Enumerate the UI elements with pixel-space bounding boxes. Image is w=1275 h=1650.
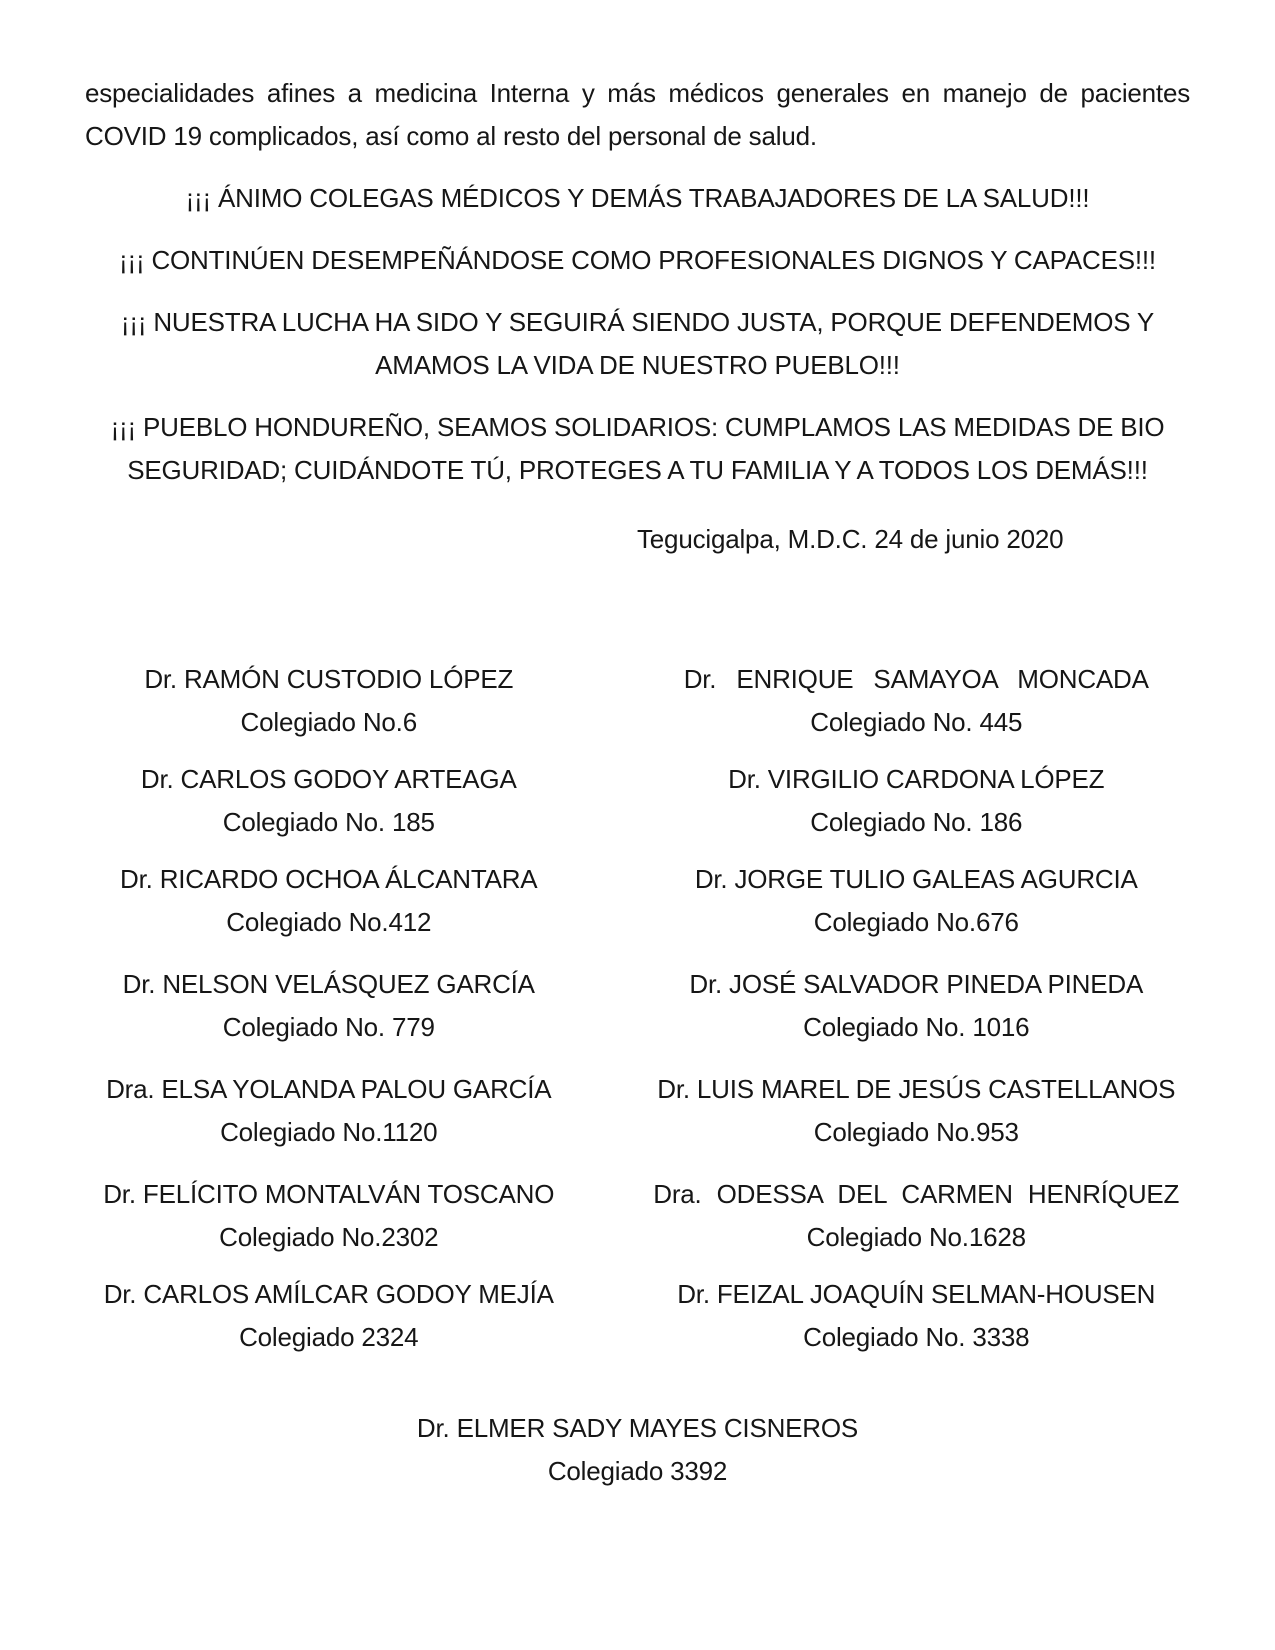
signatory-name: Dr. FELÍCITO MONTALVÁN TOSCANO <box>103 1179 555 1209</box>
signatories-columns <box>60 658 1215 1373</box>
intro-paragraph <box>85 72 1190 158</box>
slogan-pueblo <box>85 406 1190 492</box>
slogan-continuen <box>85 239 1190 282</box>
signatory-entry <box>648 658 1186 744</box>
signatory-colegiado: Colegiado No.1628 <box>806 1222 1026 1252</box>
slogan-line: ¡¡¡ CONTINÚEN DESEMPEÑÁNDOSE COMO PROFESIONALES DIGNOS Y CAPACES!!! <box>119 245 1156 275</box>
signatory-colegiado: Colegiado No. 445 <box>810 707 1023 737</box>
signatory-name: Dr. JORGE TULIO GALEAS AGURCIA <box>694 864 1138 894</box>
signatory-name: Dr. ELMER SADY MAYES CISNEROS <box>416 1413 859 1443</box>
signatory-colegiado: Colegiado 3392 <box>547 1456 728 1486</box>
slogan-line: ¡¡¡ PUEBLO HONDUREÑO, SEAMOS SOLIDARIOS: CUMPLAMOS LAS MEDIDAS DE BIO <box>110 412 1165 442</box>
signatory-entry <box>60 1273 598 1359</box>
signatory-colegiado: Colegiado 2324 <box>239 1322 419 1352</box>
signatory-entry <box>60 963 598 1049</box>
signatory-entry-final <box>85 1407 1190 1493</box>
signatory-name: Dr. ENRIQUE SAMAYOA MONCADA <box>683 664 1149 694</box>
signatory-name: Dr. CARLOS AMÍLCAR GODOY MEJÍA <box>103 1279 554 1309</box>
signatory-entry <box>648 1068 1186 1154</box>
slogan-line: SEGURIDAD; CUIDÁNDOTE TÚ, PROTEGES A TU FAMILIA Y A TODOS LOS DEMÁS!!! <box>127 455 1148 485</box>
signatory-name: Dr. JOSÉ SALVADOR PINEDA PINEDA <box>689 969 1144 999</box>
signatory-colegiado: Colegiado No. 779 <box>222 1012 435 1042</box>
signatory-colegiado: Colegiado No.953 <box>813 1117 1019 1147</box>
signatory-colegiado: Colegiado No.6 <box>240 707 417 737</box>
slogan-line: AMAMOS LA VIDA DE NUESTRO PUEBLO!!! <box>375 350 900 380</box>
signatory-name: Dra. ELSA YOLANDA PALOU GARCÍA <box>106 1074 552 1104</box>
signatory-colegiado: Colegiado No.412 <box>226 907 432 937</box>
signatory-name: Dra. ODESSA DEL CARMEN HENRÍQUEZ <box>653 1179 1180 1209</box>
signatory-name: Dr. VIRGILIO CARDONA LÓPEZ <box>728 764 1105 794</box>
signatory-name: Dr. LUIS MAREL DE JESÚS CASTELLANOS <box>657 1074 1176 1104</box>
signatory-colegiado: Colegiado No. 1016 <box>803 1012 1030 1042</box>
slogan-lucha <box>85 301 1190 387</box>
signatory-colegiado: Colegiado No.676 <box>813 907 1019 937</box>
signatory-entry <box>648 963 1186 1049</box>
signatory-name: Dr. CARLOS GODOY ARTEAGA <box>140 764 517 794</box>
intro-line: especialidades afines a medicina Interna y más médicos generales en manejo de pacientes <box>85 78 1190 108</box>
signatory-colegiado: Colegiado No.2302 <box>219 1222 439 1252</box>
dateline: Tegucigalpa, M.D.C. 24 de junio 2020 <box>637 524 1064 554</box>
signatory-entry <box>648 858 1186 944</box>
slogan-animo <box>85 177 1190 220</box>
intro-line: COVID 19 complicados, así como al resto del personal de salud. <box>85 121 817 151</box>
signatory-name: Dr. RICARDO OCHOA ÁLCANTARA <box>120 864 538 894</box>
signatory-entry <box>648 1273 1186 1359</box>
signatory-colegiado: Colegiado No.1120 <box>220 1117 438 1147</box>
signatory-name: Dr. NELSON VELÁSQUEZ GARCÍA <box>122 969 535 999</box>
signatory-colegiado: Colegiado No. 3338 <box>803 1322 1030 1352</box>
signatory-entry <box>60 858 598 944</box>
signatory-colegiado: Colegiado No. 186 <box>810 807 1023 837</box>
signatory-entry <box>648 758 1186 844</box>
signatory-entry <box>60 658 598 744</box>
signatories-column-left <box>60 658 638 1373</box>
signatory-entry <box>60 758 598 844</box>
signatories-column-right <box>638 658 1216 1373</box>
signatory-entry <box>60 1173 598 1259</box>
signatory-name: Dr. FEIZAL JOAQUÍN SELMAN-HOUSEN <box>677 1279 1156 1309</box>
slogan-line: ¡¡¡ NUESTRA LUCHA HA SIDO Y SEGUIRÁ SIENDO JUSTA, PORQUE DEFENDEMOS Y <box>120 307 1155 337</box>
signatory-colegiado: Colegiado No. 185 <box>222 807 435 837</box>
slogan-line: ¡¡¡ ÁNIMO COLEGAS MÉDICOS Y DEMÁS TRABAJADORES DE LA SALUD!!! <box>185 183 1090 213</box>
signatory-entry <box>648 1173 1186 1259</box>
signatory-name: Dr. RAMÓN CUSTODIO LÓPEZ <box>144 664 514 694</box>
signatory-entry <box>60 1068 598 1154</box>
